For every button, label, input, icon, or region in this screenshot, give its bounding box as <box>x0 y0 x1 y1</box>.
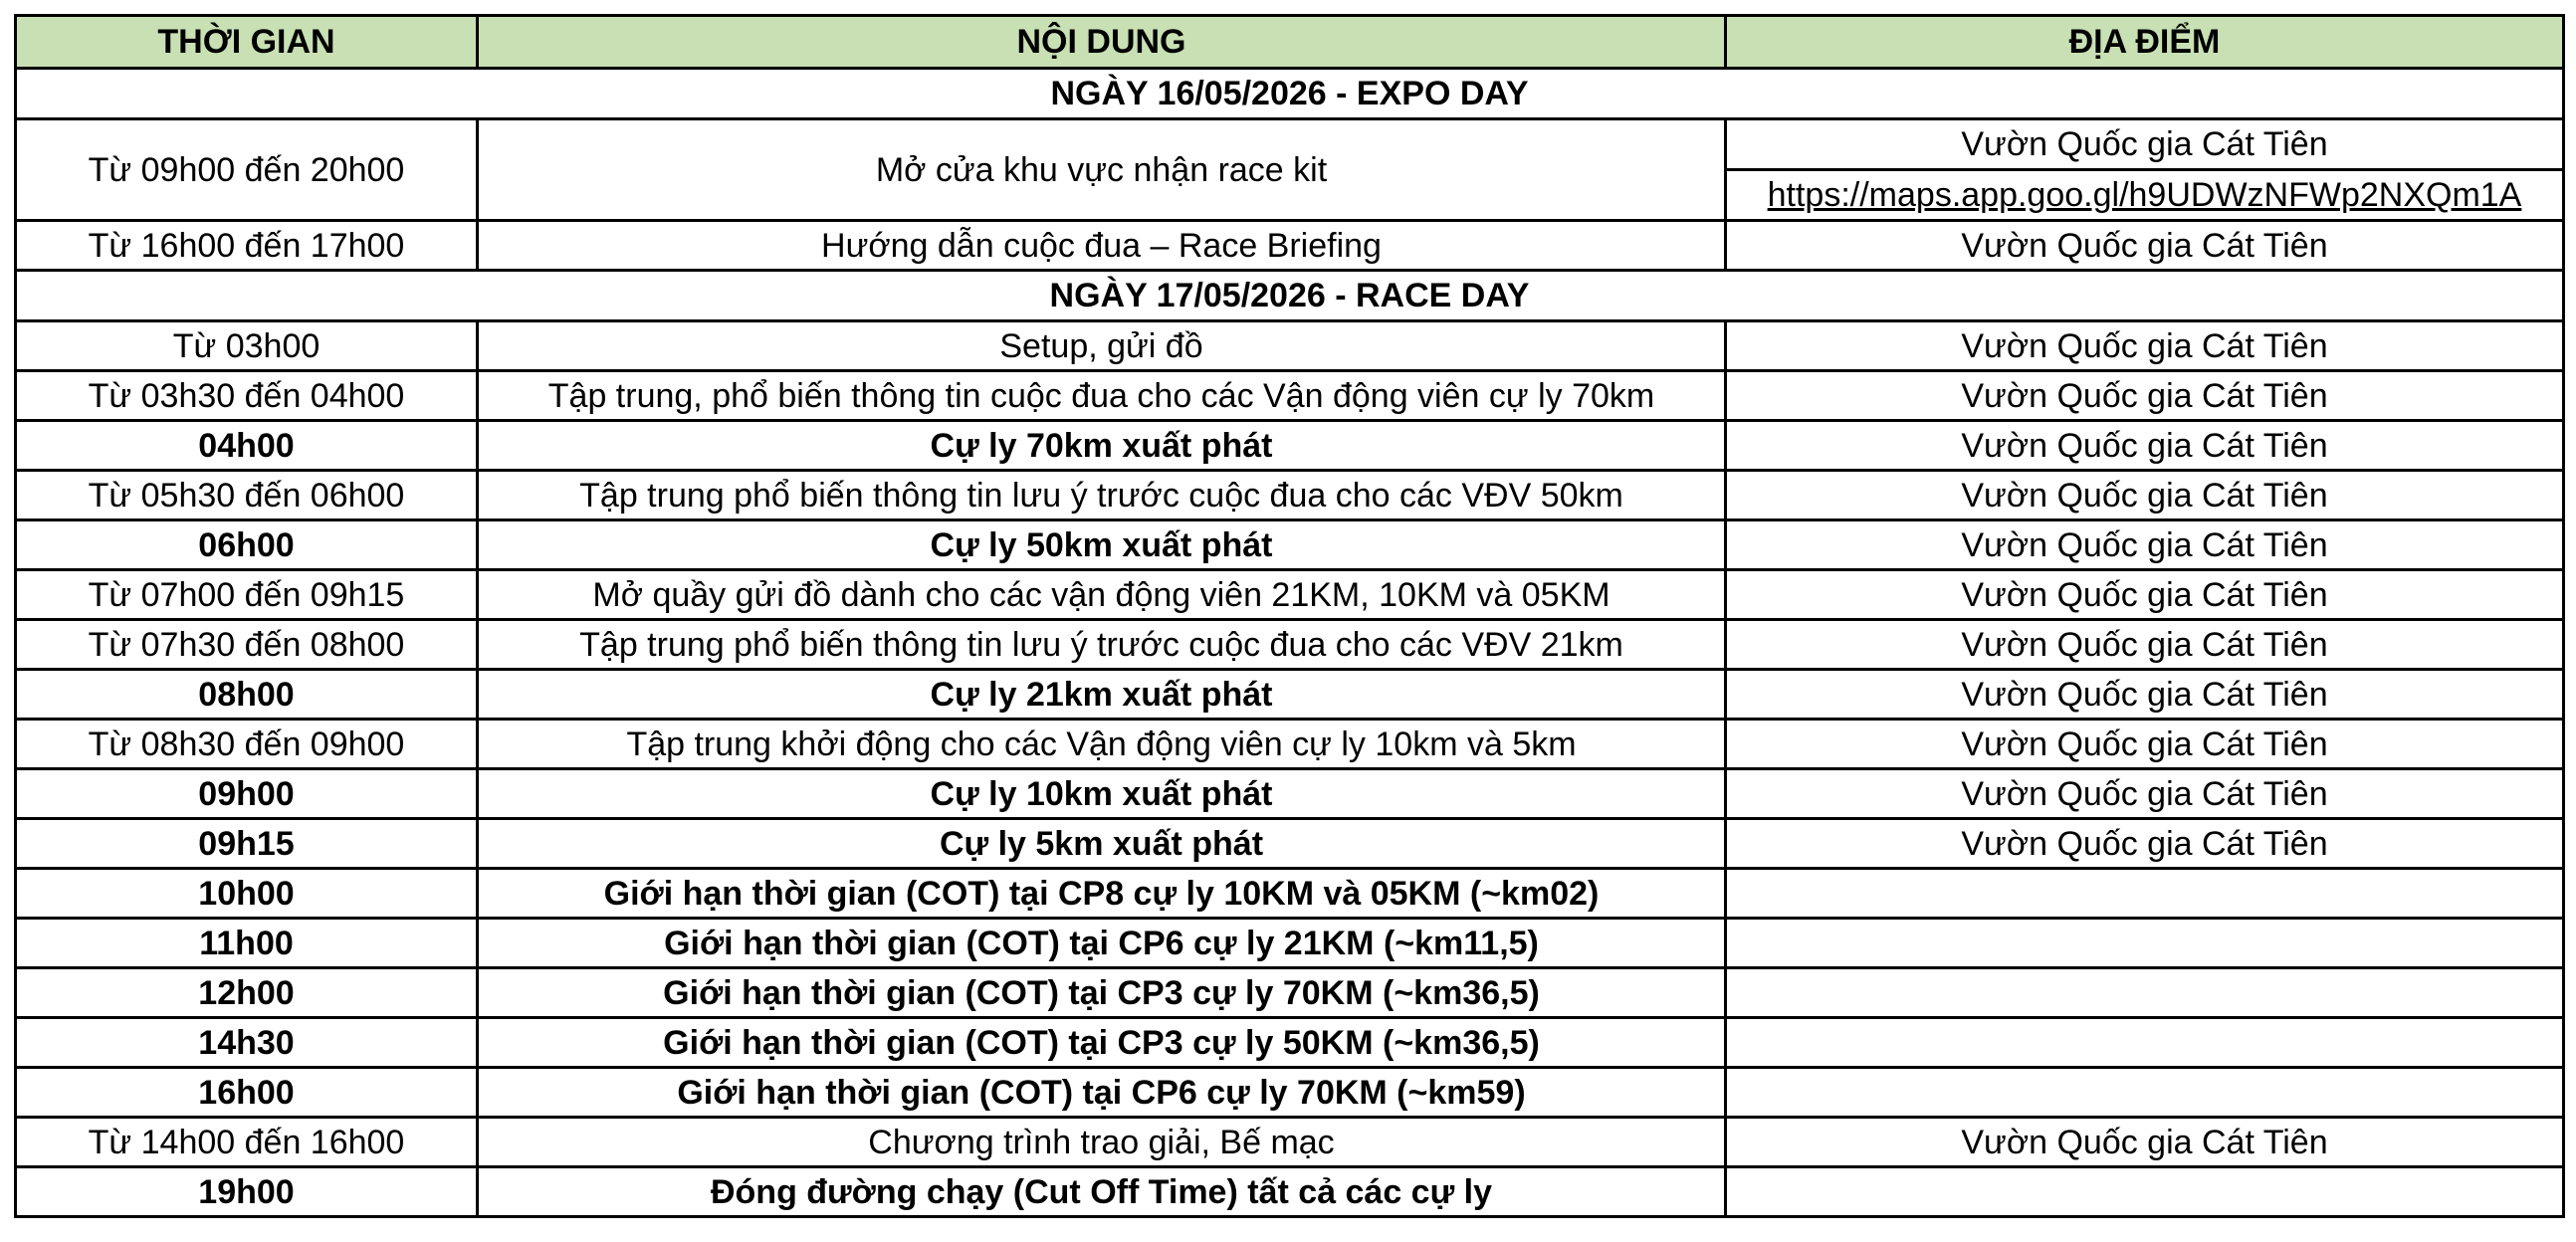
content-cell: Hướng dẫn cuộc đua – Race Briefing <box>478 221 1726 271</box>
table-row <box>16 321 2564 371</box>
table-row <box>16 919 2564 968</box>
place-cell: Vườn Quốc gia Cát Tiên <box>1726 520 2564 570</box>
time-cell: Từ 07h30 đến 08h00 <box>16 620 478 670</box>
header-place: ĐỊA ĐIỂM <box>1726 16 2564 69</box>
place-cell: Vườn Quốc gia Cát Tiên <box>1726 720 2564 769</box>
table-row <box>16 371 2564 421</box>
table-row <box>16 720 2564 769</box>
content-cell: Giới hạn thời gian (COT) tại CP3 cự ly 70KM (~km36,5) <box>478 968 1726 1018</box>
content-cell: Cự ly 70km xuất phát <box>478 421 1726 471</box>
time-cell: 08h00 <box>16 670 478 720</box>
time-cell: 16h00 <box>16 1068 478 1118</box>
content-cell: Cự ly 10km xuất phát <box>478 769 1726 819</box>
time-cell: Từ 03h30 đến 04h00 <box>16 371 478 421</box>
content-cell: Cự ly 50km xuất phát <box>478 520 1726 570</box>
table-row <box>16 620 2564 670</box>
place-cell: Vườn Quốc gia Cát Tiên <box>1726 1118 2564 1167</box>
table-row <box>16 221 2564 271</box>
place-cell: Vườn Quốc gia Cát Tiên <box>1726 819 2564 869</box>
place-cell <box>1726 1018 2564 1068</box>
header-time: THỜI GIAN <box>16 16 478 69</box>
place-cell: Vườn Quốc gia Cát Tiên <box>1726 421 2564 471</box>
place-cell: Vườn Quốc gia Cát Tiên <box>1726 221 2564 271</box>
content-cell: Giới hạn thời gian (COT) tại CP6 cự ly 21KM (~km11,5) <box>478 919 1726 968</box>
place-cell: Vườn Quốc gia Cát Tiên <box>1726 371 2564 421</box>
content-cell: Giới hạn thời gian (COT) tại CP6 cự ly 70KM (~km59) <box>478 1068 1726 1118</box>
place-cell <box>1726 919 2564 968</box>
table-row <box>16 968 2564 1018</box>
header-row <box>16 16 2564 69</box>
place-cell <box>1726 1068 2564 1118</box>
expo-day-title: NGÀY 16/05/2026 - EXPO DAY <box>16 69 2564 119</box>
table-row <box>16 769 2564 819</box>
time-cell: Từ 08h30 đến 09h00 <box>16 720 478 769</box>
table-row <box>16 520 2564 570</box>
place-cell: Vườn Quốc gia Cát Tiên <box>1726 321 2564 371</box>
content-cell: Đóng đường chạy (Cut Off Time) tất cả các cự ly <box>478 1167 1726 1217</box>
time-cell: Từ 07h00 đến 09h15 <box>16 570 478 620</box>
place-text: Vườn Quốc gia Cát Tiên <box>1727 120 2562 171</box>
time-cell: Từ 14h00 đến 16h00 <box>16 1118 478 1167</box>
table-row <box>16 819 2564 869</box>
content-cell: Tập trung, phổ biến thông tin cuộc đua cho các Vận động viên cự ly 70km <box>478 371 1726 421</box>
map-link[interactable]: https://maps.app.goo.gl/h9UDWzNFWp2NXQm1A <box>1767 176 2522 214</box>
table-row <box>16 421 2564 471</box>
time-cell: 06h00 <box>16 520 478 570</box>
place-cell: Vườn Quốc gia Cát Tiên <box>1726 620 2564 670</box>
place-cell <box>1726 119 2564 221</box>
content-cell: Giới hạn thời gian (COT) tại CP8 cự ly 10KM và 05KM (~km02) <box>478 869 1726 919</box>
table-row <box>16 471 2564 520</box>
table-row <box>16 670 2564 720</box>
time-cell: 14h30 <box>16 1018 478 1068</box>
header-content: NỘI DUNG <box>478 16 1726 69</box>
content-cell: Giới hạn thời gian (COT) tại CP3 cự ly 50KM (~km36,5) <box>478 1018 1726 1068</box>
content-cell: Mở cửa khu vực nhận race kit <box>478 119 1726 221</box>
table-row <box>16 570 2564 620</box>
table-row <box>16 1018 2564 1068</box>
table-row <box>16 1118 2564 1167</box>
place-cell: Vườn Quốc gia Cát Tiên <box>1726 570 2564 620</box>
race-day-title: NGÀY 17/05/2026 - RACE DAY <box>16 271 2564 321</box>
expo-day-row <box>16 69 2564 119</box>
content-cell: Cự ly 5km xuất phát <box>478 819 1726 869</box>
content-cell: Mở quầy gửi đồ dành cho các vận động viên 21KM, 10KM và 05KM <box>478 570 1726 620</box>
place-cell <box>1726 1167 2564 1217</box>
table-row <box>16 119 2564 221</box>
place-cell <box>1726 968 2564 1018</box>
race-day-row <box>16 271 2564 321</box>
time-cell: 12h00 <box>16 968 478 1018</box>
place-cell: Vườn Quốc gia Cát Tiên <box>1726 670 2564 720</box>
time-cell: Từ 09h00 đến 20h00 <box>16 119 478 221</box>
time-cell: Từ 05h30 đến 06h00 <box>16 471 478 520</box>
table-row <box>16 869 2564 919</box>
content-cell: Tập trung khởi động cho các Vận động viên cự ly 10km và 5km <box>478 720 1726 769</box>
time-cell: 09h15 <box>16 819 478 869</box>
table-row <box>16 1068 2564 1118</box>
table-row <box>16 1167 2564 1217</box>
place-cell: Vườn Quốc gia Cát Tiên <box>1726 769 2564 819</box>
time-cell: 09h00 <box>16 769 478 819</box>
map-link-cell <box>1727 171 2562 219</box>
time-cell: 04h00 <box>16 421 478 471</box>
time-cell: 11h00 <box>16 919 478 968</box>
content-cell: Chương trình trao giải, Bế mạc <box>478 1118 1726 1167</box>
time-cell: Từ 16h00 đến 17h00 <box>16 221 478 271</box>
place-cell: Vườn Quốc gia Cát Tiên <box>1726 471 2564 520</box>
time-cell: 19h00 <box>16 1167 478 1217</box>
content-cell: Tập trung phổ biến thông tin lưu ý trước cuộc đua cho các VĐV 50km <box>478 471 1726 520</box>
content-cell: Tập trung phổ biến thông tin lưu ý trước cuộc đua cho các VĐV 21km <box>478 620 1726 670</box>
place-cell <box>1726 869 2564 919</box>
time-cell: 10h00 <box>16 869 478 919</box>
content-cell: Cự ly 21km xuất phát <box>478 670 1726 720</box>
schedule-table <box>14 14 2565 1218</box>
content-cell: Setup, gửi đồ <box>478 321 1726 371</box>
time-cell: Từ 03h00 <box>16 321 478 371</box>
